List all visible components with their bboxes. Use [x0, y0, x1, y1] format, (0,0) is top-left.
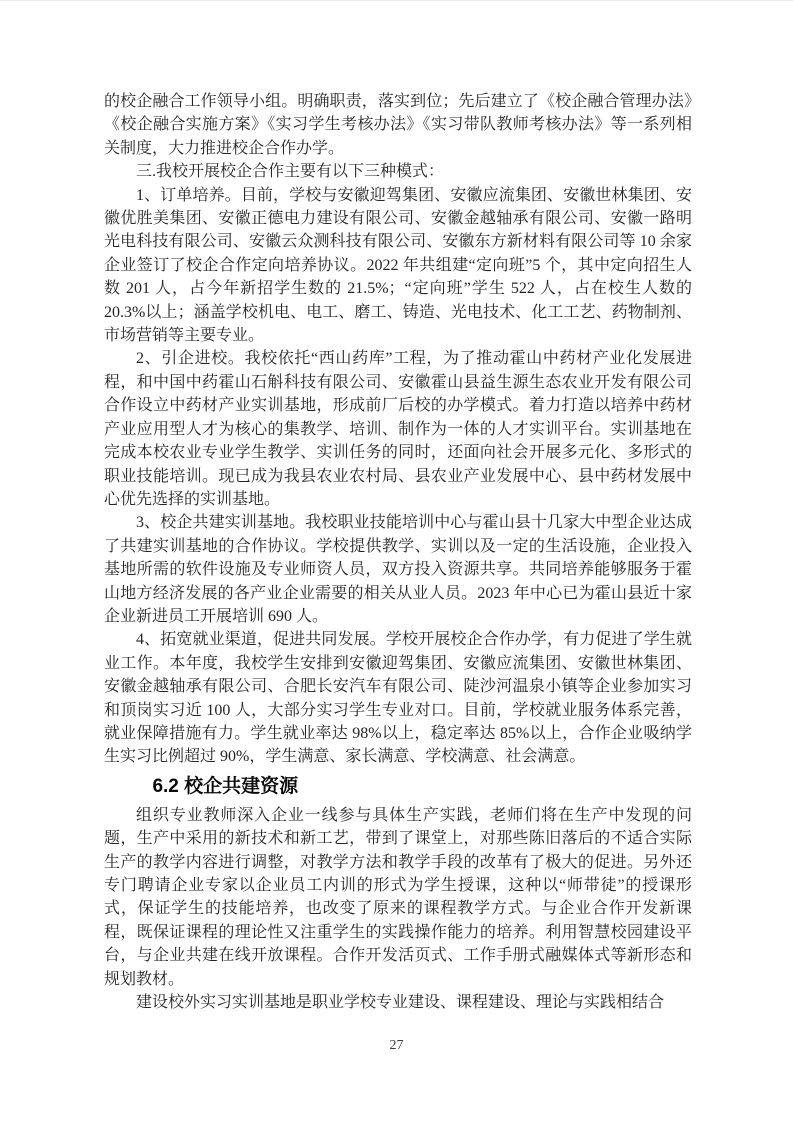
page-number: 27 [389, 1038, 404, 1053]
paragraph-mode2-enterprise-into-school: 2、引企进校。我校依托“西山药库”工程，为了推动霍山中药材产业化发展进程，和中国中药霍山石斛科技有限公司、安徽霍山县益生源生态农业开发有限公司合作设立中药材产业实训基地，形成前厂后校的办学模式。着力打造以培养中药材产业应用型人才为核心的集教学、培训、制作为一体的人才实训平台。实训基地在完成本校农业专业学生教学、实训任务的同时，还面向社会开展多元化、多形式的职业技能培训。现已成为我县农业农村局、县农业产业发展中心、县中药材发展中心优先选择的实训基地。 [104, 350, 692, 508]
page-top-edge-divider [0, 0, 793, 1]
paragraph-mode3-joint-training-base: 3、校企共建实训基地。我校职业技能培训中心与霍山县十几家大中型企业达成了共建实训基地的合作协议。学校提供教学、实训以及一定的生活设施，企业投入基地所需的软件设施及专业师资人员，双方投入资源共享。共同培养能够服务于霍山地方经济发展的各产业企业需要的相关从业人员。2023 年中心已为霍山县近十家企业新进员工开展培训 690 人。 [104, 514, 692, 625]
paragraph-mode1-order-training: 1、订单培养。目前，学校与安徽迎驾集团、安徽应流集团、安徽世林集团、安徽优胜美集团、安徽正德电力建设有限公司、安徽金越轴承有限公司、安徽一路明光电科技有限公司、安徽云众测科技有限公司、安徽东方新材料有限公司等 10 余家企业签订了校企合作定向培养协议。2022 年共组建“定向班”5 个，其中定向招生人数 201 人，占今年新招学生数的 21.5%；“定向班”学生 522 人，占在校生人数的 20.3%以上；涵盖学校机电、电工、磨工、铸造、光电技术、化工工艺、药物制剂、市场营销等主要专业。 [104, 186, 692, 345]
paragraph-external-training-base: 建设校外实习实训基地是职业学校专业建设、课程建设、理论与实践相结合 [136, 994, 665, 1012]
paragraph-mode4-employment-channels: 4、拓宽就业渠道，促进共同发展。学校开展校企合作办学，有力促进了学生就业工作。本年度，我校学生安排到安徽迎驾集团、安徽应流集团、安徽世林集团、安徽金越轴承有限公司、合肥长安汽车有限公司、陡沙河温泉小镇等企业参加实习和顶岗实习近 100 人，大部分实习学生专业对口。目前，学校就业服务体系完善，就业保障措施有力。学生就业率达 98%以上，稳定率达 85%以上，合作企业吸纳学生实习比例超过 90%，学生满意、家长满意、学校满意、社会满意。 [104, 631, 692, 766]
document-body [104, 90, 692, 1014]
paragraph-three-modes-intro: 三.我校开展校企合作主要有以下三种模式： [136, 163, 445, 181]
paragraph-teacher-enterprise-practice: 组织专业教师深入企业一线参与具体生产实践，老师们将在生产中发现的问题，生产中采用的新技术和新工艺，带到了课堂上，对那些陈旧落后的不适合实际生产的教学内容进行调整，对教学方法和教学手段的改革有了极大的促进。另外还专门聘请企业专家以企业员工内训的形式为学生授课，这种以“师带徒”的授课形式，保证学生的技能培养，也改变了原来的课程教学方式。与企业合作开发新课程，既保证课程的理论性又注重学生的实践操作能力的培养。利用智慧校园建设平台，与企业共建在线开放课程。合作开发活页式、工作手册式融媒体式等新形态和规划教材。 [104, 806, 692, 988]
section-heading-6-2-shared-resources: 6.2 校企共建资源 [152, 775, 299, 797]
paragraph-continuation-leadership-group: 的校企融合工作领导小组。明确职责，落实到位；先后建立了《校企融合管理办法》《校企融合实施方案》《实习学生考核办法》《实习带队教师考核办法》等一系列相关制度，大力推进校企合作办学。 [104, 93, 692, 157]
